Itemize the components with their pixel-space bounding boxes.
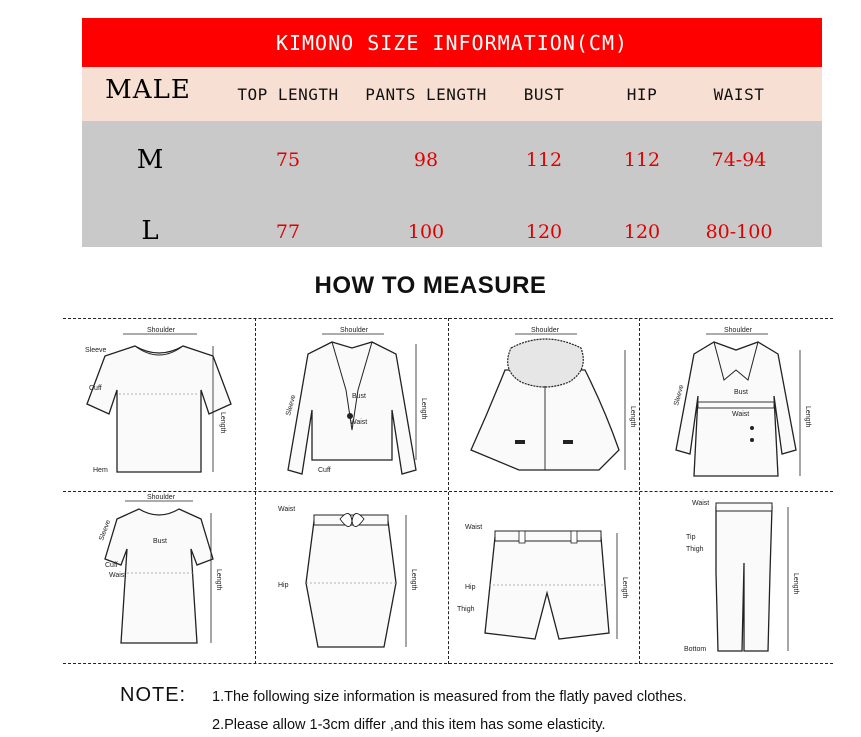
label-hip: Hip xyxy=(278,582,289,589)
m-hip: 112 xyxy=(623,149,661,171)
fur-coat-diagram xyxy=(449,320,639,490)
label-length: Length xyxy=(410,569,417,591)
label-waist: Waist xyxy=(109,572,127,579)
l-pants-length: 100 xyxy=(407,221,445,243)
label-length: Length xyxy=(420,398,427,420)
l-waist: 80-100 xyxy=(705,221,773,243)
label-shoulder: Shoulder xyxy=(724,327,753,334)
label-length: Length xyxy=(792,573,799,595)
label-length: Length xyxy=(219,412,226,434)
label-waist: Waist xyxy=(278,506,296,513)
header-waist: WAIST xyxy=(713,85,765,104)
label-shoulder: Shoulder xyxy=(340,327,369,334)
label-hem: Hem xyxy=(93,467,108,474)
tshirt-diagram xyxy=(63,320,255,490)
table-header-row xyxy=(82,67,822,121)
label-bottom: Bottom xyxy=(684,646,707,653)
label-cuff: Cuff xyxy=(105,562,118,569)
label-waist: Waist xyxy=(732,411,750,418)
label-tip: Tip xyxy=(686,534,696,541)
table-body xyxy=(82,121,822,247)
label-bust: Bust xyxy=(153,538,168,545)
table-title: KIMONO SIZE INFORMATION(CM) xyxy=(82,18,822,67)
label-sleeve: Sleeve xyxy=(85,347,107,354)
note-line-1: 1.The following size information is measured from the flatly paved clothes. xyxy=(212,689,687,705)
label-length: Length xyxy=(215,569,222,591)
label-thigh: Thigh xyxy=(686,546,704,553)
how-to-measure-title: HOW TO MEASURE xyxy=(314,272,547,299)
header-hip: HIP xyxy=(626,85,658,104)
row-size-m: M xyxy=(136,145,164,175)
label-bust: Bust xyxy=(734,389,749,396)
header-top-length: TOP LENGTH xyxy=(237,85,339,104)
label-length: Length xyxy=(804,406,811,428)
skirt-diagram xyxy=(256,493,448,662)
measurement-diagram-grid xyxy=(63,318,833,664)
header-pants-length: PANTS LENGTH xyxy=(365,85,487,104)
label-shoulder: Shoulder xyxy=(531,327,560,334)
m-waist: 74-94 xyxy=(711,149,767,171)
label-sleeve: Sleeve xyxy=(98,519,113,542)
m-pants-length: 98 xyxy=(413,149,439,171)
header-bust: BUST xyxy=(523,85,565,104)
label-hip: Hip xyxy=(465,584,476,591)
shorts-diagram xyxy=(449,493,639,662)
note-line-2: 2.Please allow 1-3cm differ ,and this item has some elasticity. xyxy=(212,717,606,733)
m-bust: 112 xyxy=(525,149,563,171)
dress-diagram xyxy=(63,493,255,662)
label-sleeve: Sleeve xyxy=(673,384,686,407)
label-length: Length xyxy=(629,406,636,428)
size-table xyxy=(82,18,822,247)
trousers-diagram xyxy=(640,493,833,662)
l-bust: 120 xyxy=(525,221,563,243)
label-bust: Bust xyxy=(352,393,367,400)
label-length: Length xyxy=(621,577,628,599)
label-shoulder: Shoulder xyxy=(147,494,176,501)
row-size-l: L xyxy=(141,216,159,246)
label-cuff: Cuff xyxy=(89,385,102,392)
l-top-length: 77 xyxy=(275,221,301,243)
blazer-diagram xyxy=(256,320,448,490)
label-shoulder: Shoulder xyxy=(147,327,176,334)
label-thigh: Thigh xyxy=(457,606,475,613)
note-label: NOTE: xyxy=(120,684,187,706)
label-cuff: Cuff xyxy=(318,467,331,474)
label-waist: Waist xyxy=(350,419,368,426)
m-top-length: 75 xyxy=(275,149,301,171)
header-category: MALE xyxy=(105,75,191,105)
trench-coat-diagram xyxy=(640,320,833,490)
l-hip: 120 xyxy=(623,221,661,243)
label-sleeve: Sleeve xyxy=(285,394,298,417)
label-waist: Waist xyxy=(692,500,710,507)
label-waist: Waist xyxy=(465,524,483,531)
